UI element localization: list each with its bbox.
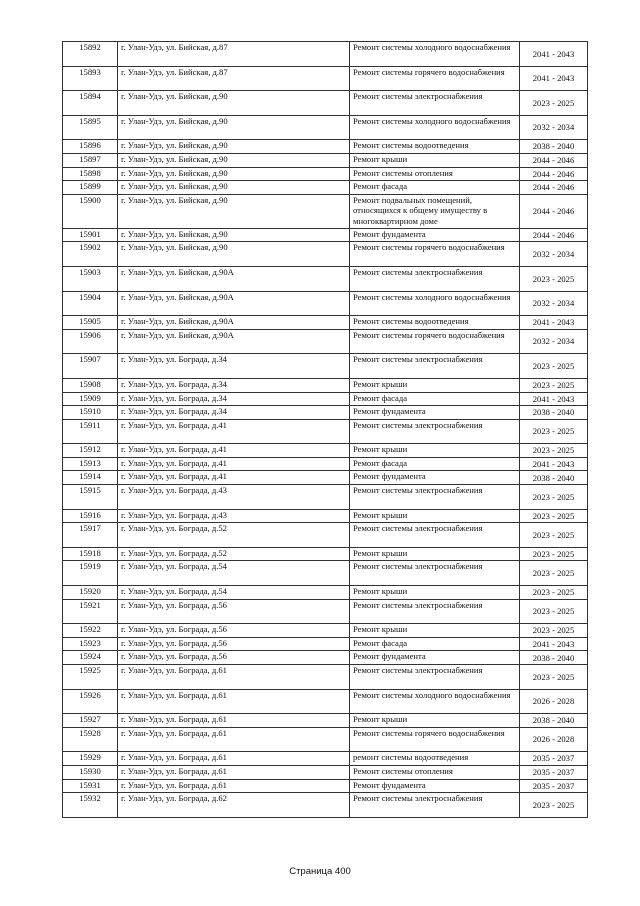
table-body [63, 42, 588, 818]
address-cell: г. Улан-Удэ, ул. Бограда, д.61 [118, 752, 350, 766]
period-cell: 2023 - 2025 [520, 599, 588, 624]
address-cell: г. Улан-Удэ, ул. Бограда, д.54 [118, 586, 350, 600]
period-cell: 2044 - 2046 [520, 194, 588, 228]
table-row [63, 167, 588, 181]
address-cell: г. Улан-Удэ, ул. Бийская, д.90 [118, 91, 350, 116]
work-type-cell: Ремонт фундамента [350, 651, 520, 665]
table-row [63, 471, 588, 485]
work-type-cell: Ремонт системы электроснабжения [350, 419, 520, 444]
work-type-cell: Ремонт фасада [350, 181, 520, 195]
period-cell: 2041 - 2043 [520, 316, 588, 330]
table-row [63, 779, 588, 793]
work-type-cell: Ремонт системы горячего водоснабжения [350, 242, 520, 267]
address-cell: г. Улан-Удэ, ул. Бограда, д.34 [118, 378, 350, 392]
row-id-cell: 15921 [63, 599, 118, 624]
period-cell: 2023 - 2025 [520, 561, 588, 586]
address-cell: г. Улан-Удэ, ул. Бийская, д.90А [118, 291, 350, 316]
row-id-cell: 15908 [63, 378, 118, 392]
table-row [63, 651, 588, 665]
address-cell: г. Улан-Удэ, ул. Бийская, д.90 [118, 194, 350, 228]
address-cell: г. Улан-Удэ, ул. Бограда, д.61 [118, 714, 350, 728]
row-id-cell: 15924 [63, 651, 118, 665]
address-cell: г. Улан-Удэ, ул. Бограда, д.34 [118, 354, 350, 379]
address-cell: г. Улан-Удэ, ул. Бийская, д.90 [118, 228, 350, 242]
period-cell: 2026 - 2028 [520, 727, 588, 752]
work-type-cell: Ремонт системы электроснабжения [350, 354, 520, 379]
table-row [63, 392, 588, 406]
table-row [63, 714, 588, 728]
row-id-cell: 15926 [63, 689, 118, 714]
row-id-cell: 15930 [63, 765, 118, 779]
address-cell: г. Улан-Удэ, ул. Бийская, д.90 [118, 140, 350, 154]
table-row [63, 665, 588, 690]
address-cell: г. Улан-Удэ, ул. Бограда, д.61 [118, 665, 350, 690]
row-id-cell: 15928 [63, 727, 118, 752]
page-number: Страница 400 [289, 866, 351, 877]
table-row [63, 42, 588, 67]
work-type-cell: Ремонт крыши [350, 586, 520, 600]
work-type-cell: Ремонт системы горячего водоснабжения [350, 727, 520, 752]
address-cell: г. Улан-Удэ, ул. Бийская, д.90 [118, 115, 350, 140]
row-id-cell: 15920 [63, 586, 118, 600]
row-id-cell: 15919 [63, 561, 118, 586]
work-type-cell: Ремонт системы электроснабжения [350, 266, 520, 291]
period-cell: 2023 - 2025 [520, 547, 588, 561]
table-row [63, 485, 588, 510]
period-cell: 2032 - 2034 [520, 115, 588, 140]
period-cell: 2035 - 2037 [520, 765, 588, 779]
table-row [63, 329, 588, 354]
address-cell: г. Улан-Удэ, ул. Бограда, д.61 [118, 779, 350, 793]
period-cell: 2023 - 2025 [520, 665, 588, 690]
row-id-cell: 15904 [63, 291, 118, 316]
period-cell: 2038 - 2040 [520, 651, 588, 665]
address-cell: г. Улан-Удэ, ул. Бограда, д.41 [118, 444, 350, 458]
table-row [63, 457, 588, 471]
table-row [63, 194, 588, 228]
work-type-cell: Ремонт системы электроснабжения [350, 599, 520, 624]
row-id-cell: 15899 [63, 181, 118, 195]
work-type-cell: Ремонт крыши [350, 624, 520, 638]
row-id-cell: 15918 [63, 547, 118, 561]
table-row [63, 66, 588, 91]
table-row [63, 689, 588, 714]
address-cell: г. Улан-Удэ, ул. Бограда, д.56 [118, 599, 350, 624]
work-type-cell: Ремонт системы холодного водоснабжения [350, 42, 520, 67]
table-row [63, 727, 588, 752]
work-type-cell: Ремонт фасада [350, 392, 520, 406]
period-cell: 2041 - 2043 [520, 42, 588, 67]
period-cell: 2038 - 2040 [520, 714, 588, 728]
address-cell: г. Улан-Удэ, ул. Бограда, д.43 [118, 485, 350, 510]
address-cell: г. Улан-Удэ, ул. Бийская, д.90 [118, 167, 350, 181]
work-type-cell: Ремонт крыши [350, 509, 520, 523]
table-row [63, 378, 588, 392]
period-cell: 2026 - 2028 [520, 689, 588, 714]
address-cell: г. Улан-Удэ, ул. Бийская, д.90 [118, 153, 350, 167]
repair-schedule-table [62, 41, 588, 818]
work-type-cell: Ремонт системы отопления [350, 765, 520, 779]
period-cell: 2023 - 2025 [520, 586, 588, 600]
row-id-cell: 15911 [63, 419, 118, 444]
period-cell: 2032 - 2034 [520, 242, 588, 267]
work-type-cell: Ремонт системы холодного водоснабжения [350, 291, 520, 316]
row-id-cell: 15915 [63, 485, 118, 510]
work-type-cell: Ремонт системы отопления [350, 167, 520, 181]
work-type-cell: Ремонт системы электроснабжения [350, 665, 520, 690]
work-type-cell: Ремонт фундамента [350, 471, 520, 485]
period-cell: 2023 - 2025 [520, 509, 588, 523]
period-cell: 2038 - 2040 [520, 471, 588, 485]
table-row [63, 228, 588, 242]
table-row [63, 561, 588, 586]
table-row [63, 599, 588, 624]
period-cell: 2023 - 2025 [520, 91, 588, 116]
work-type-cell: Ремонт системы горячего водоснабжения [350, 66, 520, 91]
period-cell: 2038 - 2040 [520, 406, 588, 420]
period-cell: 2023 - 2025 [520, 354, 588, 379]
table-row [63, 793, 588, 818]
row-id-cell: 15909 [63, 392, 118, 406]
period-cell: 2035 - 2037 [520, 779, 588, 793]
address-cell: г. Улан-Удэ, ул. Бограда, д.61 [118, 765, 350, 779]
period-cell: 2044 - 2046 [520, 167, 588, 181]
row-id-cell: 15931 [63, 779, 118, 793]
table-row [63, 547, 588, 561]
work-type-cell: Ремонт крыши [350, 378, 520, 392]
address-cell: г. Улан-Удэ, ул. Бограда, д.61 [118, 727, 350, 752]
table-row [63, 91, 588, 116]
work-type-cell: Ремонт системы электроснабжения [350, 91, 520, 116]
address-cell: г. Улан-Удэ, ул. Бограда, д.61 [118, 689, 350, 714]
period-cell: 2032 - 2034 [520, 291, 588, 316]
table-row [63, 181, 588, 195]
period-cell: 2032 - 2034 [520, 329, 588, 354]
table-row [63, 765, 588, 779]
row-id-cell: 15902 [63, 242, 118, 267]
work-type-cell: Ремонт фундамента [350, 779, 520, 793]
row-id-cell: 15925 [63, 665, 118, 690]
table-row [63, 637, 588, 651]
period-cell: 2038 - 2040 [520, 140, 588, 154]
work-type-cell: Ремонт системы электроснабжения [350, 561, 520, 586]
period-cell: 2044 - 2046 [520, 228, 588, 242]
row-id-cell: 15895 [63, 115, 118, 140]
row-id-cell: 15923 [63, 637, 118, 651]
address-cell: г. Улан-Удэ, ул. Бограда, д.56 [118, 637, 350, 651]
row-id-cell: 15916 [63, 509, 118, 523]
work-type-cell: Ремонт крыши [350, 444, 520, 458]
address-cell: г. Улан-Удэ, ул. Бограда, д.52 [118, 523, 350, 548]
address-cell: г. Улан-Удэ, ул. Бограда, д.52 [118, 547, 350, 561]
row-id-cell: 15906 [63, 329, 118, 354]
address-cell: г. Улан-Удэ, ул. Бийская, д.87 [118, 66, 350, 91]
address-cell: г. Улан-Удэ, ул. Бограда, д.34 [118, 392, 350, 406]
work-type-cell: Ремонт подвальных помещений, относящихся к общему имуществу в многоквартирном доме [350, 194, 520, 228]
work-type-cell: Ремонт системы электроснабжения [350, 523, 520, 548]
table-row [63, 752, 588, 766]
address-cell: г. Улан-Удэ, ул. Бограда, д.56 [118, 624, 350, 638]
period-cell: 2023 - 2025 [520, 624, 588, 638]
work-type-cell: Ремонт фасада [350, 637, 520, 651]
period-cell: 2041 - 2043 [520, 637, 588, 651]
period-cell: 2023 - 2025 [520, 419, 588, 444]
table-row [63, 291, 588, 316]
row-id-cell: 15912 [63, 444, 118, 458]
row-id-cell: 15903 [63, 266, 118, 291]
period-cell: 2023 - 2025 [520, 266, 588, 291]
row-id-cell: 15896 [63, 140, 118, 154]
row-id-cell: 15907 [63, 354, 118, 379]
work-type-cell: Ремонт системы холодного водоснабжения [350, 689, 520, 714]
address-cell: г. Улан-Удэ, ул. Бийская, д.90А [118, 266, 350, 291]
address-cell: г. Улан-Удэ, ул. Бограда, д.62 [118, 793, 350, 818]
address-cell: г. Улан-Удэ, ул. Бограда, д.56 [118, 651, 350, 665]
address-cell: г. Улан-Удэ, ул. Бийская, д.90 [118, 181, 350, 195]
period-cell: 2044 - 2046 [520, 153, 588, 167]
work-type-cell: Ремонт крыши [350, 714, 520, 728]
row-id-cell: 15914 [63, 471, 118, 485]
period-cell: 2035 - 2037 [520, 752, 588, 766]
address-cell: г. Улан-Удэ, ул. Бийская, д.90А [118, 316, 350, 330]
table-row [63, 354, 588, 379]
period-cell: 2044 - 2046 [520, 181, 588, 195]
address-cell: г. Улан-Удэ, ул. Бограда, д.41 [118, 419, 350, 444]
period-cell: 2041 - 2043 [520, 66, 588, 91]
work-type-cell: Ремонт системы горячего водоснабжения [350, 329, 520, 354]
work-type-cell: ремонт системы водоотведения [350, 752, 520, 766]
row-id-cell: 15900 [63, 194, 118, 228]
work-type-cell: Ремонт фундамента [350, 406, 520, 420]
table-row [63, 153, 588, 167]
address-cell: г. Улан-Удэ, ул. Бограда, д.34 [118, 406, 350, 420]
address-cell: г. Улан-Удэ, ул. Бийская, д.90 [118, 242, 350, 267]
table-row [63, 140, 588, 154]
table-row [63, 242, 588, 267]
work-type-cell: Ремонт системы электроснабжения [350, 793, 520, 818]
period-cell: 2041 - 2043 [520, 457, 588, 471]
row-id-cell: 15913 [63, 457, 118, 471]
work-type-cell: Ремонт крыши [350, 547, 520, 561]
table-row [63, 406, 588, 420]
row-id-cell: 15927 [63, 714, 118, 728]
period-cell: 2023 - 2025 [520, 485, 588, 510]
row-id-cell: 15922 [63, 624, 118, 638]
table-row [63, 316, 588, 330]
work-type-cell: Ремонт системы водоотведения [350, 140, 520, 154]
row-id-cell: 15932 [63, 793, 118, 818]
table-row [63, 509, 588, 523]
address-cell: г. Улан-Удэ, ул. Бограда, д.54 [118, 561, 350, 586]
row-id-cell: 15898 [63, 167, 118, 181]
table-row [63, 624, 588, 638]
period-cell: 2023 - 2025 [520, 793, 588, 818]
row-id-cell: 15910 [63, 406, 118, 420]
table-row [63, 586, 588, 600]
work-type-cell: Ремонт системы электроснабжения [350, 485, 520, 510]
table-row [63, 523, 588, 548]
address-cell: г. Улан-Удэ, ул. Бограда, д.41 [118, 471, 350, 485]
address-cell: г. Улан-Удэ, ул. Бийская, д.90А [118, 329, 350, 354]
period-cell: 2023 - 2025 [520, 444, 588, 458]
row-id-cell: 15892 [63, 42, 118, 67]
period-cell: 2041 - 2043 [520, 392, 588, 406]
row-id-cell: 15905 [63, 316, 118, 330]
address-cell: г. Улан-Удэ, ул. Бийская, д.87 [118, 42, 350, 67]
address-cell: г. Улан-Удэ, ул. Бограда, д.41 [118, 457, 350, 471]
table-row [63, 419, 588, 444]
row-id-cell: 15893 [63, 66, 118, 91]
table-row [63, 444, 588, 458]
table-row [63, 266, 588, 291]
period-cell: 2023 - 2025 [520, 523, 588, 548]
work-type-cell: Ремонт фасада [350, 457, 520, 471]
row-id-cell: 15897 [63, 153, 118, 167]
work-type-cell: Ремонт крыши [350, 153, 520, 167]
row-id-cell: 15894 [63, 91, 118, 116]
row-id-cell: 15917 [63, 523, 118, 548]
work-type-cell: Ремонт фундамента [350, 228, 520, 242]
work-type-cell: Ремонт системы холодного водоснабжения [350, 115, 520, 140]
address-cell: г. Улан-Удэ, ул. Бограда, д.43 [118, 509, 350, 523]
table-row [63, 115, 588, 140]
row-id-cell: 15901 [63, 228, 118, 242]
work-type-cell: Ремонт системы водоотведения [350, 316, 520, 330]
row-id-cell: 15929 [63, 752, 118, 766]
period-cell: 2023 - 2025 [520, 378, 588, 392]
